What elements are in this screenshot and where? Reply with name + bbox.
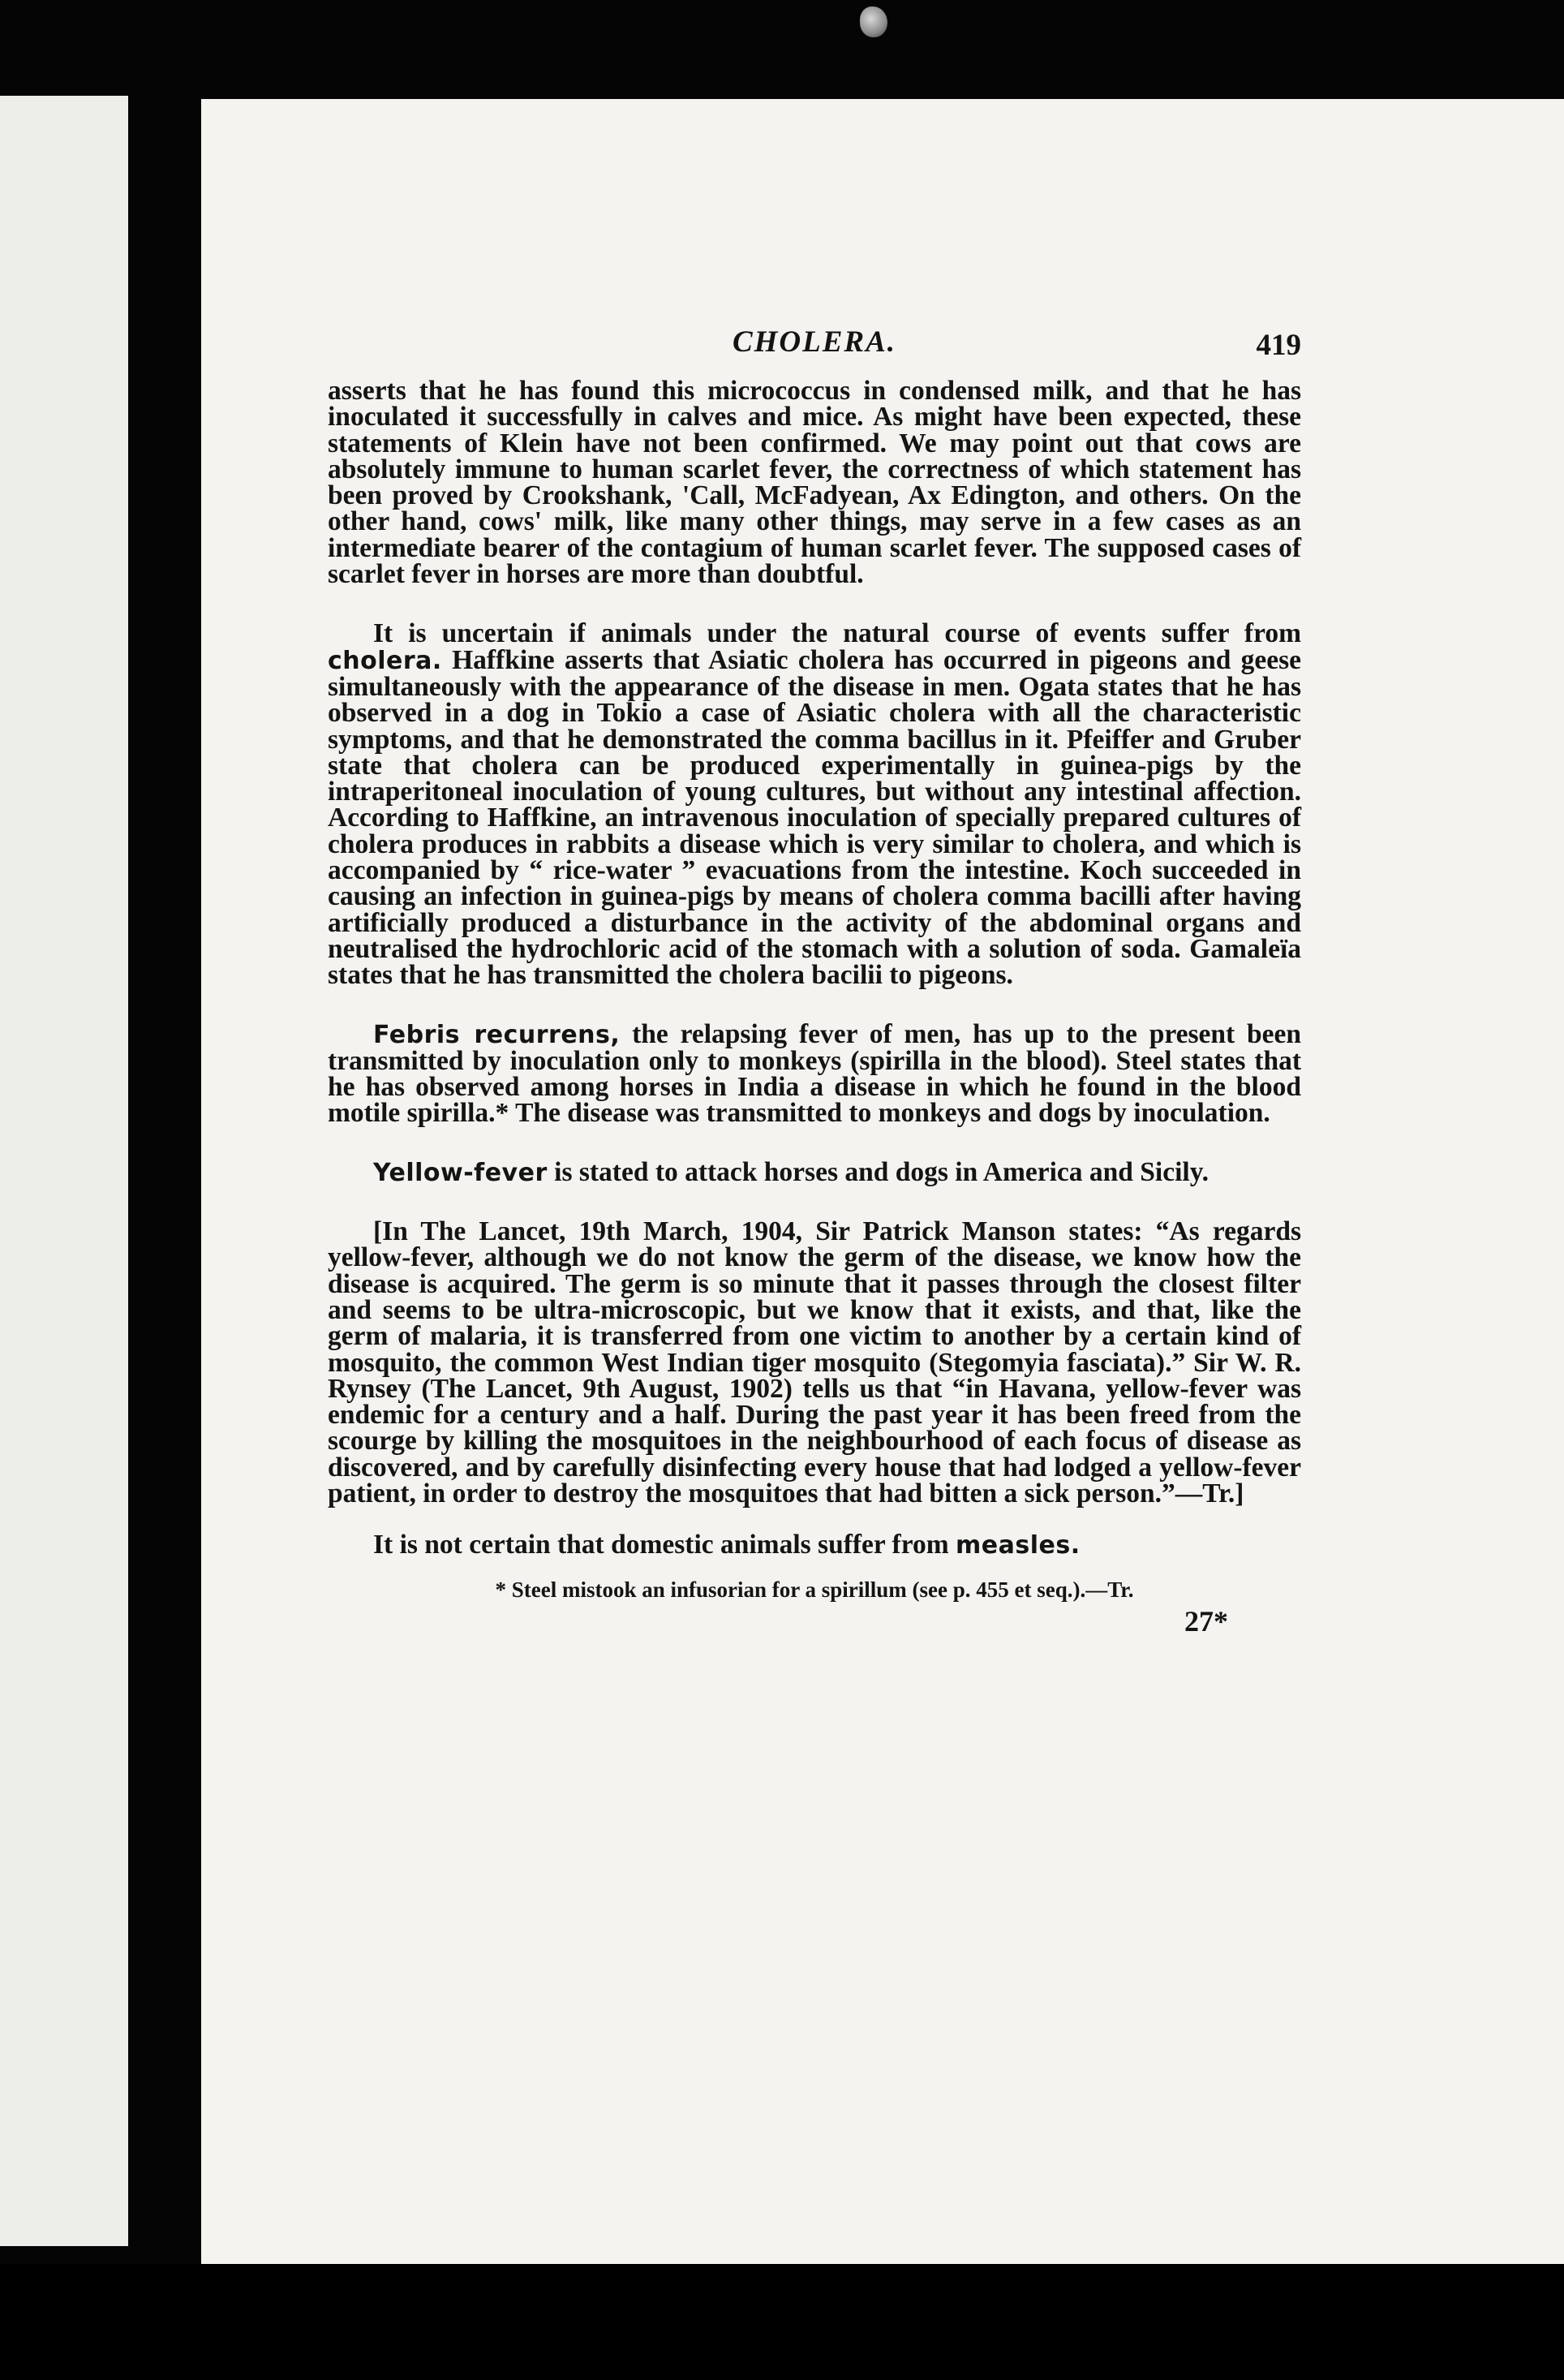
page-text — [328, 325, 1301, 1638]
footnote: * Steel mistook an infusorian for a spirillum (see p. 455 et seq.).—Tr. — [495, 1577, 1134, 1602]
paragraph-text: It is uncertain if animals under the natural course of events suffer from — [373, 618, 1301, 649]
paragraph-text: [In The Lancet, 19th March, 1904, Sir Patrick Manson states: “As regards yellow-fever, although we do not know the germ of the disease, we know how the disease is acquired. The germ is so minute that it passes through the closest filter and seems to be ultra-microscopic, but we know that it exists, and that, like the germ of malaria, it is transferred from one victim to another by a certain kind of mosquito, the common West Indian tiger mosquito (Stegomyia fasciata).” Sir W. R. Rynsey (The Lancet, 9th August, 1902) tells us that “in Havana, yellow-fever was endemic for a century and a half. During the past year it has been freed from the scourge by killing the mosquitoes in the neighbourhood of each focus of disease as discovered, and by carefully disinfecting every house that had lodged a yellow-fever patient, in order to destroy the mosquitoes that had bitten a sick person.”—Tr.] — [328, 1216, 1301, 1508]
paragraph-text: It is not certain that domestic animals suffer from — [373, 1530, 956, 1560]
paragraph-text: Haffkine asserts that Asiatic cholera has occurred in pigeons and geese simultaneously with the appearance of the disease in men. Ogata states that he has observed in a dog in Tokio a case of Asiatic cholera with all the characteristic symptoms, and that he demonstrated the comma bacillus in it. Pfeiffer and Gruber state that cholera can be produced experimentally in guinea-pigs by the intraperitoneal inoculation of young cultures, but without any intestinal affection. According to Haffkine, an intravenous inoculation of specially prepared cultures of cholera produces in rabbits a disease which is very similar to cholera, and which is accompanied by “ rice-water ” evacuations from the intestine. Koch succeeded in causing an infection in guinea-pigs by means of cholera comma bacilli after having artificially produced a disturbance in the activity of the abdominal organs and neutralised the hydrochloric acid of the stomach with a solution of soda. Gamaleïa states that he has transmitted the cholera bacilii to pigeons. — [328, 644, 1301, 991]
scan-border — [0, 2264, 1564, 2380]
paragraph-febris-recurrens — [328, 1018, 1301, 1129]
term-heading: cholera. — [328, 646, 442, 675]
paragraph-scarlet-fever — [328, 378, 1301, 588]
paragraph-text: is stated to attack horses and dogs in America and Sicily. — [547, 1156, 1209, 1187]
page-number: 419 — [1256, 329, 1301, 362]
paragraph-measles — [328, 1532, 1301, 1559]
term-heading: measles. — [956, 1531, 1081, 1560]
paragraph-cholera — [328, 618, 1301, 991]
signature-mark: 27* — [1184, 1604, 1228, 1638]
paragraph-translator-note — [328, 1216, 1301, 1508]
running-head — [328, 325, 1301, 378]
paragraph-yellow-fever — [328, 1156, 1301, 1187]
paragraph-text: asserts that he has found this micrococcus in condensed milk, and that he has inoculated it successfully in calves and mice. As might have been expected, these statements of Klein have not been confirmed. We may point out that cows are absolutely immune to human scarlet fever, the correctness of which statement has been proved by Crookshank, 'Call, McFadyean, Ax Edington, and others. On the other hand, cows' milk, like many other things, may serve in a few cases as an intermediate bearer of the contagium of human scarlet fever. The supposed cases of scarlet fever in horses are more than doubtful. — [328, 376, 1301, 590]
running-title: CHOLERA. — [732, 325, 897, 359]
paragraph-text: the relapsing fever of men, has up to the present been transmitted by inoculation only to monkeys (spirilla in the blood). Steel states that he has observed among horses in India a disease in which he found in the blood motile spirilla.* The disease was transmitted to monkeys and dogs by inoculation. — [328, 1018, 1301, 1129]
scanner-blot-mark — [860, 6, 887, 37]
term-heading: Yellow-fever — [373, 1158, 548, 1187]
facing-page-edge — [0, 96, 128, 2246]
term-heading: Febris recurrens, — [373, 1020, 621, 1049]
